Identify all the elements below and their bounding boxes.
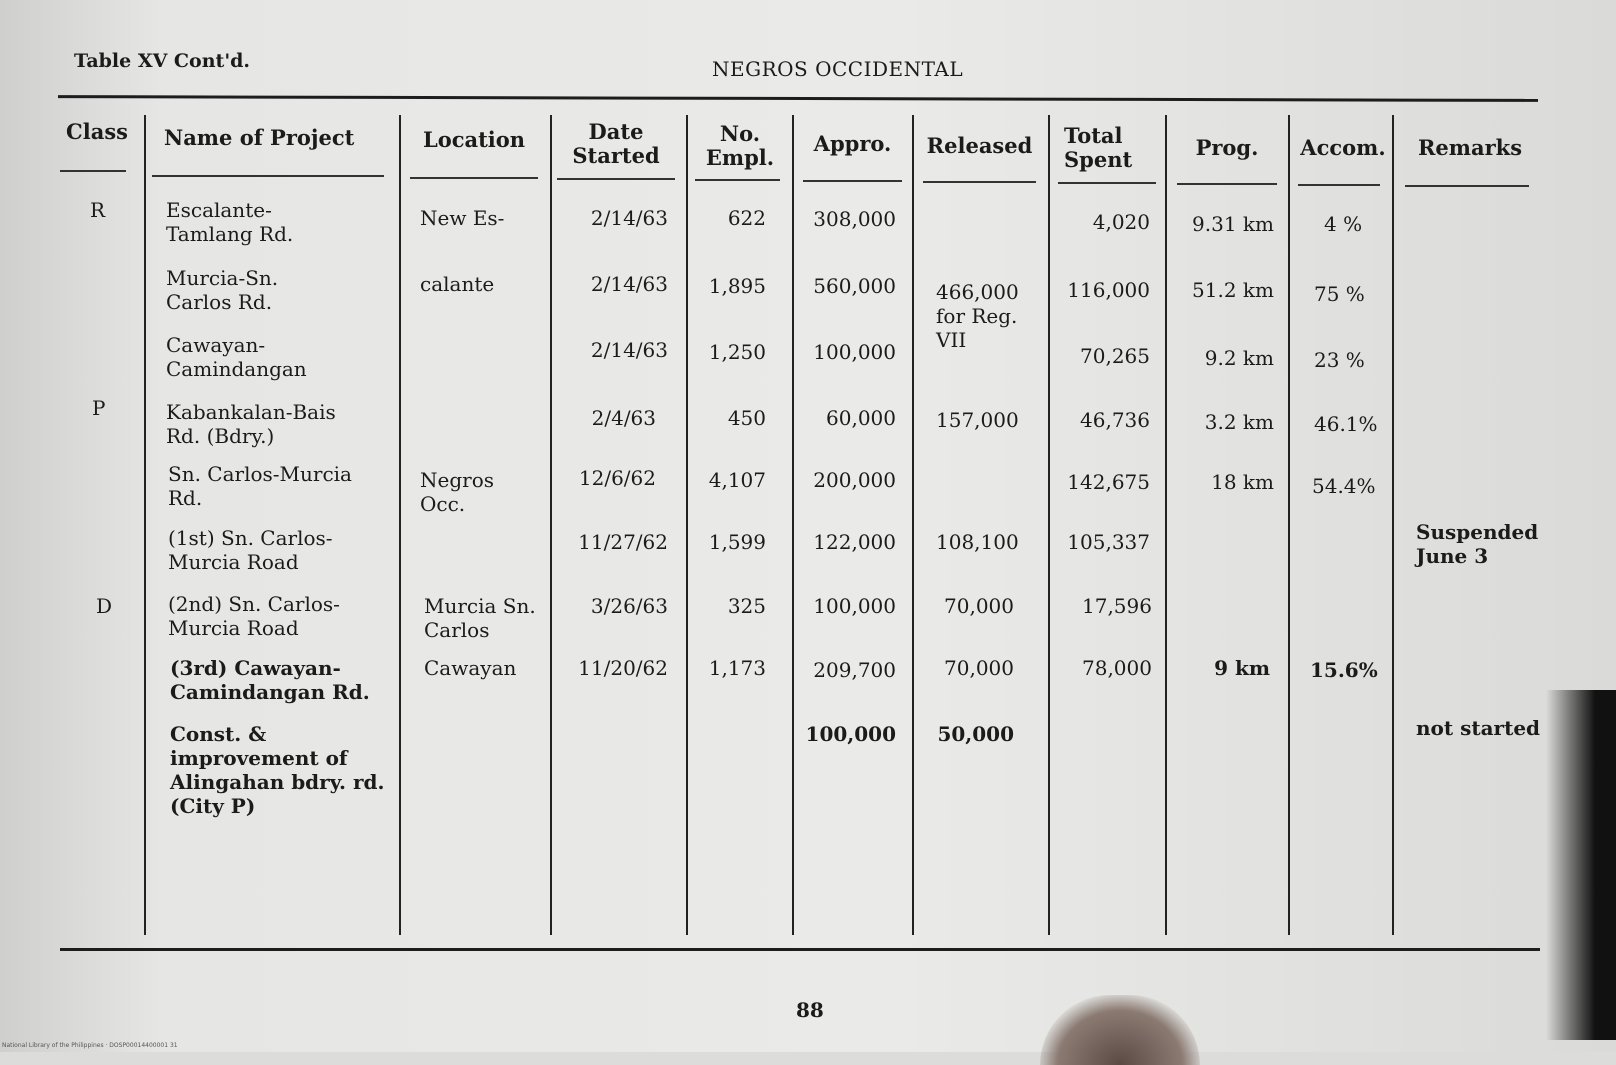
- header-underline: [695, 179, 780, 181]
- table-cell-prog: 9.2 km: [1204, 346, 1274, 370]
- header-underline: [152, 175, 384, 177]
- table-cell-appro: 308,000: [813, 207, 896, 231]
- thumb-shadow: [1040, 995, 1200, 1065]
- table-cell-prog: 3.2 km: [1204, 410, 1274, 434]
- table-cell-name: Sn. Carlos-Murcia Rd.: [168, 462, 352, 510]
- table-cell-name: Murcia-Sn. Carlos Rd.: [166, 266, 279, 314]
- table-cell-spent: 105,337: [1067, 530, 1150, 554]
- table-cell-location: Murcia Sn. Carlos: [424, 594, 536, 642]
- table-cell-empl: 4,107: [708, 468, 766, 492]
- top-rule: [58, 95, 1538, 102]
- header-class: Class: [66, 119, 128, 144]
- table-cell-empl: 1,895: [708, 274, 766, 298]
- header-no-empl: No. Empl.: [705, 121, 775, 170]
- table-cell-empl: 1,599: [708, 530, 766, 554]
- table-cell-appro: 100,000: [813, 340, 896, 364]
- table-cell-spent: 4,020: [1092, 210, 1150, 234]
- table-cell-released-merged: 466,000 for Reg. VII: [936, 280, 1019, 352]
- table-cell-accom: 54.4%: [1312, 474, 1376, 498]
- column-divider: [1048, 115, 1050, 935]
- table-cell-spent: 142,675: [1067, 470, 1150, 494]
- table-cell-appro: 122,000: [813, 530, 896, 554]
- table-cell-remarks: Suspended June 3: [1416, 520, 1539, 568]
- header-underline: [557, 178, 675, 180]
- table-cell-prog: 9 km: [1214, 656, 1270, 680]
- table-cell-empl: 325: [727, 594, 766, 618]
- table-cell-spent: 78,000: [1082, 656, 1152, 680]
- header-accom: Accom.: [1300, 135, 1386, 160]
- column-divider: [1288, 115, 1290, 935]
- column-divider: [912, 115, 914, 935]
- table-cell-date: 2/14/63: [590, 206, 668, 230]
- table-cell-accom: 15.6%: [1310, 658, 1378, 682]
- column-divider: [144, 115, 146, 935]
- table-cell-date: 2/14/63: [590, 338, 668, 362]
- table-cell-date: 2/4/63: [591, 406, 656, 430]
- table-cell-date: 3/26/63: [590, 594, 668, 618]
- table-cell-empl: 1,250: [708, 340, 766, 364]
- column-divider: [399, 115, 401, 935]
- header-underline: [410, 177, 538, 179]
- table-cell-location: New Es-: [420, 206, 505, 230]
- table-cell-appro: 100,000: [805, 722, 896, 746]
- table-cell-prog: 51.2 km: [1192, 278, 1274, 302]
- table-cell-released: 108,100: [936, 530, 1019, 554]
- header-name: Name of Project: [164, 125, 355, 150]
- table-cell-remarks: not started: [1416, 716, 1541, 740]
- header-underline: [803, 180, 902, 182]
- header-underline: [1405, 185, 1529, 187]
- table-cell-spent: 116,000: [1067, 278, 1150, 302]
- page-edge-shadow: [1546, 690, 1616, 1040]
- class-label: R: [90, 198, 106, 222]
- column-divider: [1392, 115, 1394, 935]
- header-total-spent: Total Spent: [1064, 123, 1133, 172]
- table-cell-name: Escalante-Tamlang Rd.: [166, 198, 294, 246]
- header-appro: Appro.: [813, 131, 892, 156]
- table-reference: Table XV Cont'd.: [74, 50, 251, 72]
- class-label: D: [96, 594, 113, 618]
- bottom-rule: [60, 948, 1540, 951]
- table-cell-location: Cawayan: [424, 656, 517, 680]
- table-cell-name: (3rd) Cawayan-Camindangan Rd.: [170, 656, 370, 704]
- table-cell-spent: 17,596: [1082, 594, 1152, 618]
- table-cell-appro: 100,000: [813, 594, 896, 618]
- page-number: 88: [796, 998, 824, 1022]
- header-released: Released: [926, 133, 1033, 158]
- table-cell-name: (2nd) Sn. Carlos-Murcia Road: [168, 592, 340, 640]
- table-cell-name: Cawayan-Camindangan: [166, 333, 307, 381]
- table-cell-accom: 23 %: [1314, 348, 1365, 372]
- table-cell-appro: 560,000: [813, 274, 896, 298]
- table-cell-location: calante: [420, 272, 495, 296]
- header-underline: [923, 181, 1036, 183]
- table-cell-empl: 450: [727, 406, 766, 430]
- table-cell-accom: 4 %: [1324, 212, 1363, 236]
- table-cell-name: (1st) Sn. Carlos-Murcia Road: [168, 526, 333, 574]
- table-cell-spent: 46,736: [1080, 408, 1150, 432]
- header-underline: [1298, 184, 1380, 186]
- column-divider: [792, 115, 794, 935]
- header-prog: Prog.: [1195, 135, 1259, 160]
- table-cell-released: 70,000: [944, 656, 1014, 680]
- column-divider: [550, 115, 552, 935]
- table-cell-date: 12/6/62: [578, 466, 656, 490]
- scan-credit: National Library of the Philippines · DOSP00014400001 31: [2, 1042, 178, 1049]
- header-underline: [1058, 182, 1156, 184]
- table-cell-date: 11/20/62: [578, 656, 668, 680]
- class-label: P: [92, 396, 106, 420]
- header-underline: [1177, 183, 1277, 185]
- table-cell-appro: 209,700: [813, 658, 896, 682]
- table-cell-spent: 70,265: [1080, 344, 1150, 368]
- table-cell-accom: 46.1%: [1314, 412, 1378, 436]
- table-cell-prog: 9.31 km: [1192, 212, 1274, 236]
- column-divider: [686, 115, 688, 935]
- table-cell-appro: 60,000: [826, 406, 896, 430]
- table-cell-name: Kabankalan-Bais Rd. (Bdry.): [166, 400, 336, 448]
- table-cell-accom: 75 %: [1314, 282, 1365, 306]
- header-location: Location: [422, 127, 526, 152]
- table-cell-appro: 200,000: [813, 468, 896, 492]
- table-cell-empl: 622: [727, 206, 766, 230]
- table-cell-released: 50,000: [937, 722, 1014, 746]
- header-underline: [60, 170, 126, 172]
- table-cell-released: 70,000: [944, 594, 1014, 618]
- table-cell-date: 11/27/62: [578, 530, 668, 554]
- header-date-started: Date Started: [572, 119, 660, 168]
- table-cell-prog: 18 km: [1211, 470, 1274, 494]
- table-cell-released: 157,000: [936, 408, 1019, 432]
- table-cell-empl: 1,173: [708, 656, 766, 680]
- table-cell-location: Negros Occ.: [420, 468, 495, 516]
- table-cell-date: 2/14/63: [590, 272, 668, 296]
- column-divider: [1165, 115, 1167, 935]
- header-remarks: Remarks: [1417, 135, 1523, 160]
- table-cell-name: Const. & improvement of Alingahan bdry. rd. (City P): [170, 722, 385, 818]
- page-title: NEGROS OCCIDENTAL: [712, 57, 964, 81]
